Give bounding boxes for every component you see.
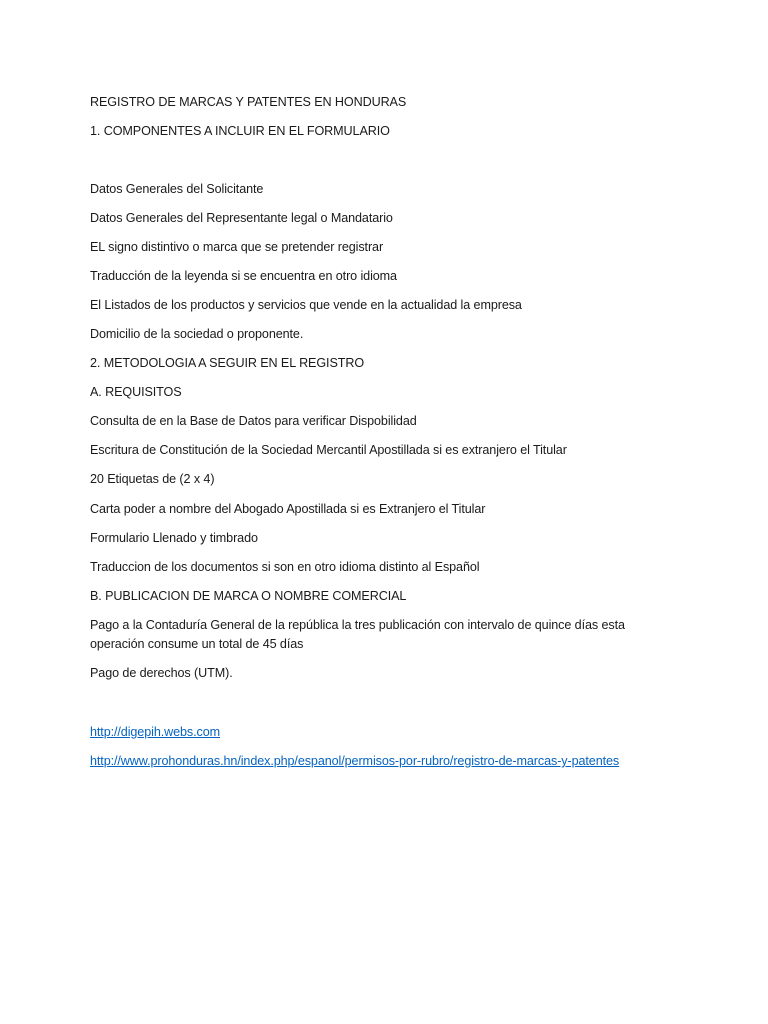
section-1-heading: 1. COMPONENTES A INCLUIR EN EL FORMULARIO — [90, 124, 390, 138]
section-2a-heading: A. REQUISITOS — [90, 385, 182, 399]
publicacion-item: operación consume un total de 45 días — [90, 637, 304, 651]
publicacion-item: Pago a la Contaduría General de la república la tres publicación con intervalo de quince días esta — [90, 618, 625, 632]
section-1-item: Datos Generales del Solicitante — [90, 182, 264, 196]
document-title: REGISTRO DE MARCAS Y PATENTES EN HONDURAS — [90, 95, 407, 109]
requisito-item: Traduccion de los documentos si son en otro idioma distinto al Español — [90, 560, 480, 574]
requisito-item: Carta poder a nombre del Abogado Apostillada si es Extranjero el Titular — [90, 502, 486, 516]
section-1-item: El Listados de los productos y servicios que vende en la actualidad la empresa — [90, 298, 522, 312]
section-1-item: Domicilio de la sociedad o proponente. — [90, 327, 304, 341]
section-1-item: Datos Generales del Representante legal o Mandatario — [90, 211, 393, 225]
link-prohonduras[interactable]: http://www.prohonduras.hn/index.php/espanol/permisos-por-rubro/registro-de-marcas-y-patentes — [90, 754, 620, 768]
requisito-item: 20 Etiquetas de (2 x 4) — [90, 472, 215, 486]
requisito-item: Consulta de en la Base de Datos para verificar Dispobilidad — [90, 414, 417, 428]
section-1-item: Traducción de la leyenda si se encuentra en otro idioma — [90, 269, 397, 283]
link-digepih[interactable]: http://digepih.webs.com — [90, 725, 221, 739]
publicacion-item: Pago de derechos (UTM). — [90, 666, 233, 680]
requisito-item: Formulario Llenado y timbrado — [90, 531, 258, 545]
section-1-item: EL signo distintivo o marca que se pretender registrar — [90, 240, 384, 254]
section-2-heading: 2. METODOLOGIA A SEGUIR EN EL REGISTRO — [90, 356, 365, 370]
section-2b-heading: B. PUBLICACION DE MARCA O NOMBRE COMERCIAL — [90, 589, 407, 603]
requisito-item: Escritura de Constitución de la Sociedad Mercantil Apostillada si es extranjero el Titular — [90, 443, 567, 457]
